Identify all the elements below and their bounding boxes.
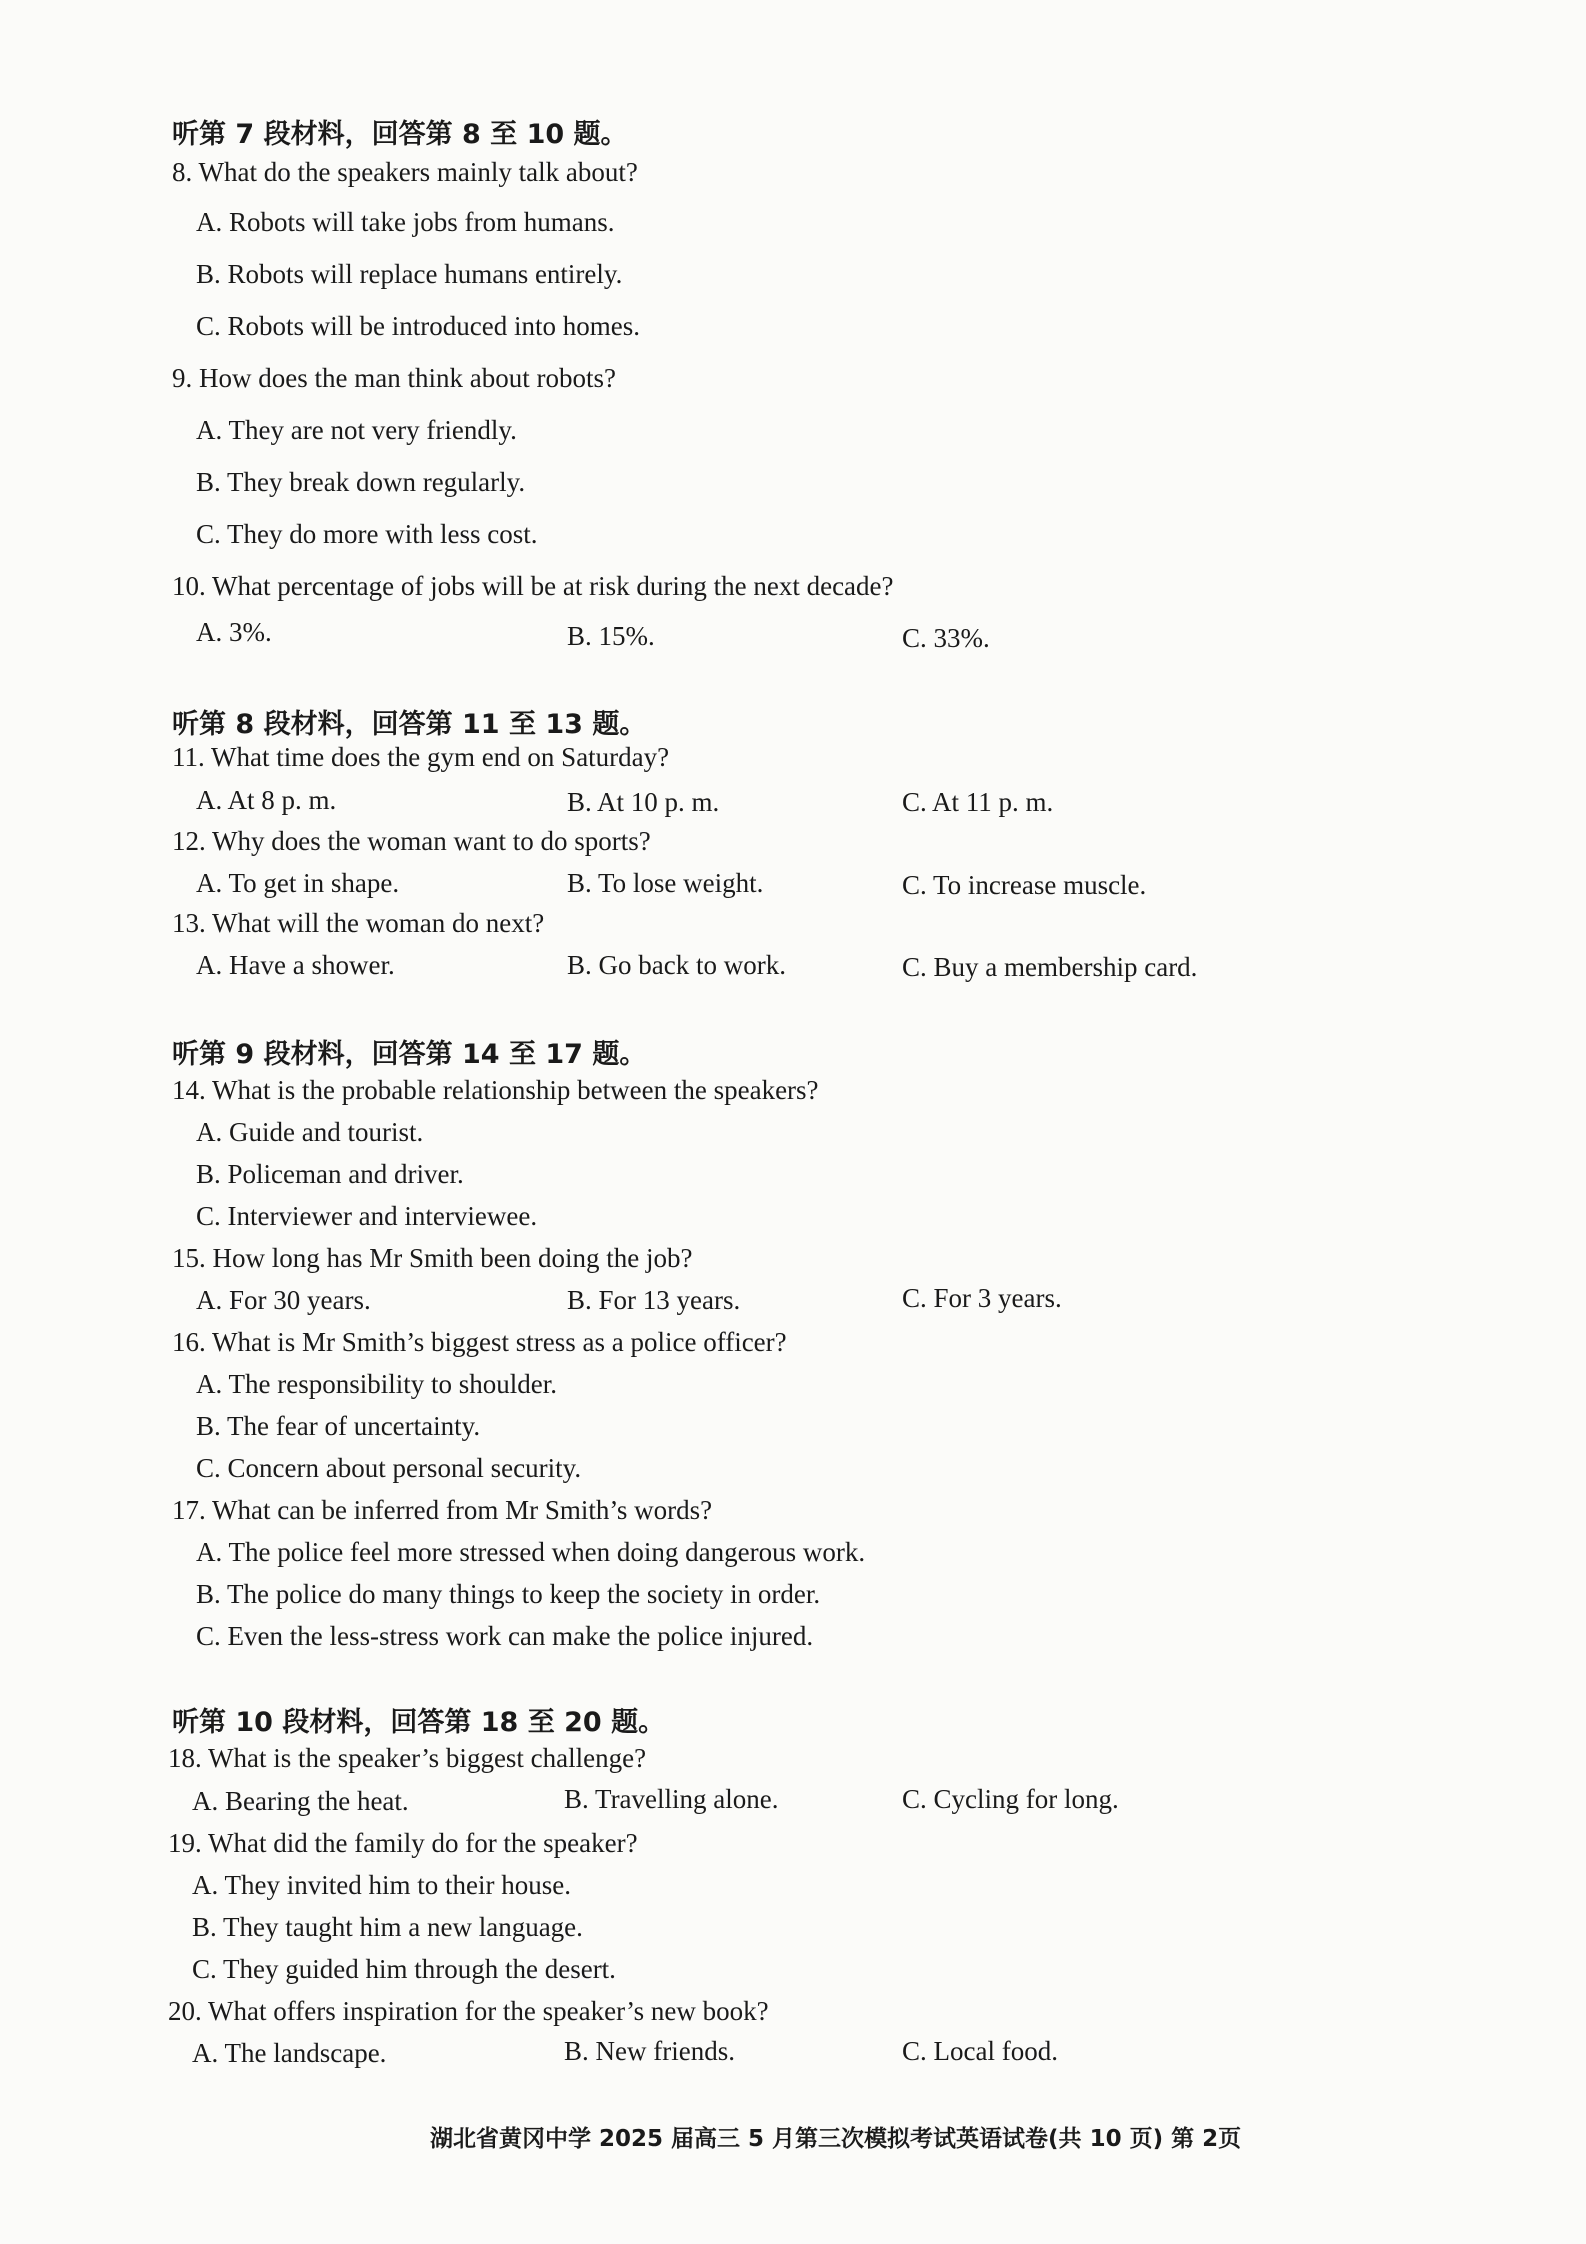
question-stem: 15. How long has Mr Smith been doing the job? — [172, 1243, 693, 1273]
question-stem: 14. What is the probable relationship between the speakers? — [172, 1075, 819, 1105]
question-stem: 20. What offers inspiration for the speaker’s new book? — [168, 1996, 769, 2026]
option-c: C. Buy a membership card. — [902, 952, 1198, 982]
option-b: B. For 13 years. — [567, 1285, 741, 1315]
option-c: C. Even the less-stress work can make the police injured. — [196, 1621, 814, 1651]
option-c: C. They do more with less cost. — [196, 519, 538, 549]
section-heading: 听第 9 段材料，回答第 14 至 17 题。 — [172, 1039, 647, 1070]
option-c: C. Local food. — [902, 2036, 1058, 2066]
option-c: C. Interviewer and interviewee. — [196, 1201, 538, 1231]
question-stem: 10. What percentage of jobs will be at risk during the next decade? — [172, 571, 894, 601]
option-c: C. Cycling for long. — [902, 1784, 1119, 1814]
section-heading: 听第 7 段材料，回答第 8 至 10 题。 — [172, 119, 628, 150]
option-b: B. The police do many things to keep the society in order. — [196, 1579, 821, 1609]
option-c: C. For 3 years. — [902, 1283, 1062, 1313]
option-a: A. They invited him to their house. — [192, 1870, 571, 1900]
question-stem: 16. What is Mr Smith’s biggest stress as a police officer? — [172, 1327, 787, 1357]
option-a: A. The police feel more stressed when doing dangerous work. — [196, 1537, 866, 1567]
option-a: A. 3%. — [196, 617, 272, 647]
option-a: A. They are not very friendly. — [196, 415, 517, 445]
option-a: A. For 30 years. — [196, 1285, 371, 1315]
question-stem: 11. What time does the gym end on Saturday? — [172, 742, 670, 772]
question-stem: 18. What is the speaker’s biggest challenge? — [168, 1743, 647, 1773]
option-c: C. Concern about personal security. — [196, 1453, 582, 1483]
question-stem: 19. What did the family do for the speaker? — [168, 1828, 638, 1858]
option-b: B. At 10 p. m. — [567, 787, 720, 817]
option-c: C. To increase muscle. — [902, 870, 1147, 900]
option-c: C. At 11 p. m. — [902, 787, 1054, 817]
option-b: B. The fear of uncertainty. — [196, 1411, 481, 1441]
option-a: A. Guide and tourist. — [196, 1117, 424, 1147]
option-a: A. Robots will take jobs from humans. — [196, 207, 615, 237]
option-b: B. Travelling alone. — [564, 1784, 779, 1814]
question-stem: 12. Why does the woman want to do sports? — [172, 826, 651, 856]
option-c: C. Robots will be introduced into homes. — [196, 311, 640, 341]
question-stem: 9. How does the man think about robots? — [172, 363, 616, 393]
option-b: B. New friends. — [564, 2036, 735, 2066]
section-heading: 听第 8 段材料，回答第 11 至 13 题。 — [172, 709, 647, 740]
option-a: A. Have a shower. — [196, 950, 395, 980]
option-b: B. They taught him a new language. — [192, 1912, 583, 1942]
question-stem: 8. What do the speakers mainly talk about? — [172, 157, 638, 187]
question-stem: 13. What will the woman do next? — [172, 908, 545, 938]
option-a: A. The landscape. — [192, 2038, 387, 2068]
option-b: B. Robots will replace humans entirely. — [196, 259, 623, 289]
section-heading: 听第 10 段材料，回答第 18 至 20 题。 — [172, 1707, 666, 1738]
option-b: B. To lose weight. — [567, 868, 764, 898]
option-a: A. At 8 p. m. — [196, 785, 337, 815]
option-b: B. Policeman and driver. — [196, 1159, 464, 1189]
option-c: C. 33%. — [902, 623, 990, 653]
option-a: A. The responsibility to shoulder. — [196, 1369, 557, 1399]
option-a: A. Bearing the heat. — [192, 1786, 409, 1816]
option-c: C. They guided him through the desert. — [192, 1954, 616, 1984]
option-b: B. Go back to work. — [567, 950, 786, 980]
page-footer: 湖北省黄冈中学 2025 届高三 5 月第三次模拟考试英语试卷(共 10 页) 第 2页 — [430, 2126, 1242, 2152]
question-stem: 17. What can be inferred from Mr Smith’s words? — [172, 1495, 713, 1525]
option-b: B. They break down regularly. — [196, 467, 526, 497]
option-b: B. 15%. — [567, 621, 655, 651]
option-a: A. To get in shape. — [196, 868, 400, 898]
